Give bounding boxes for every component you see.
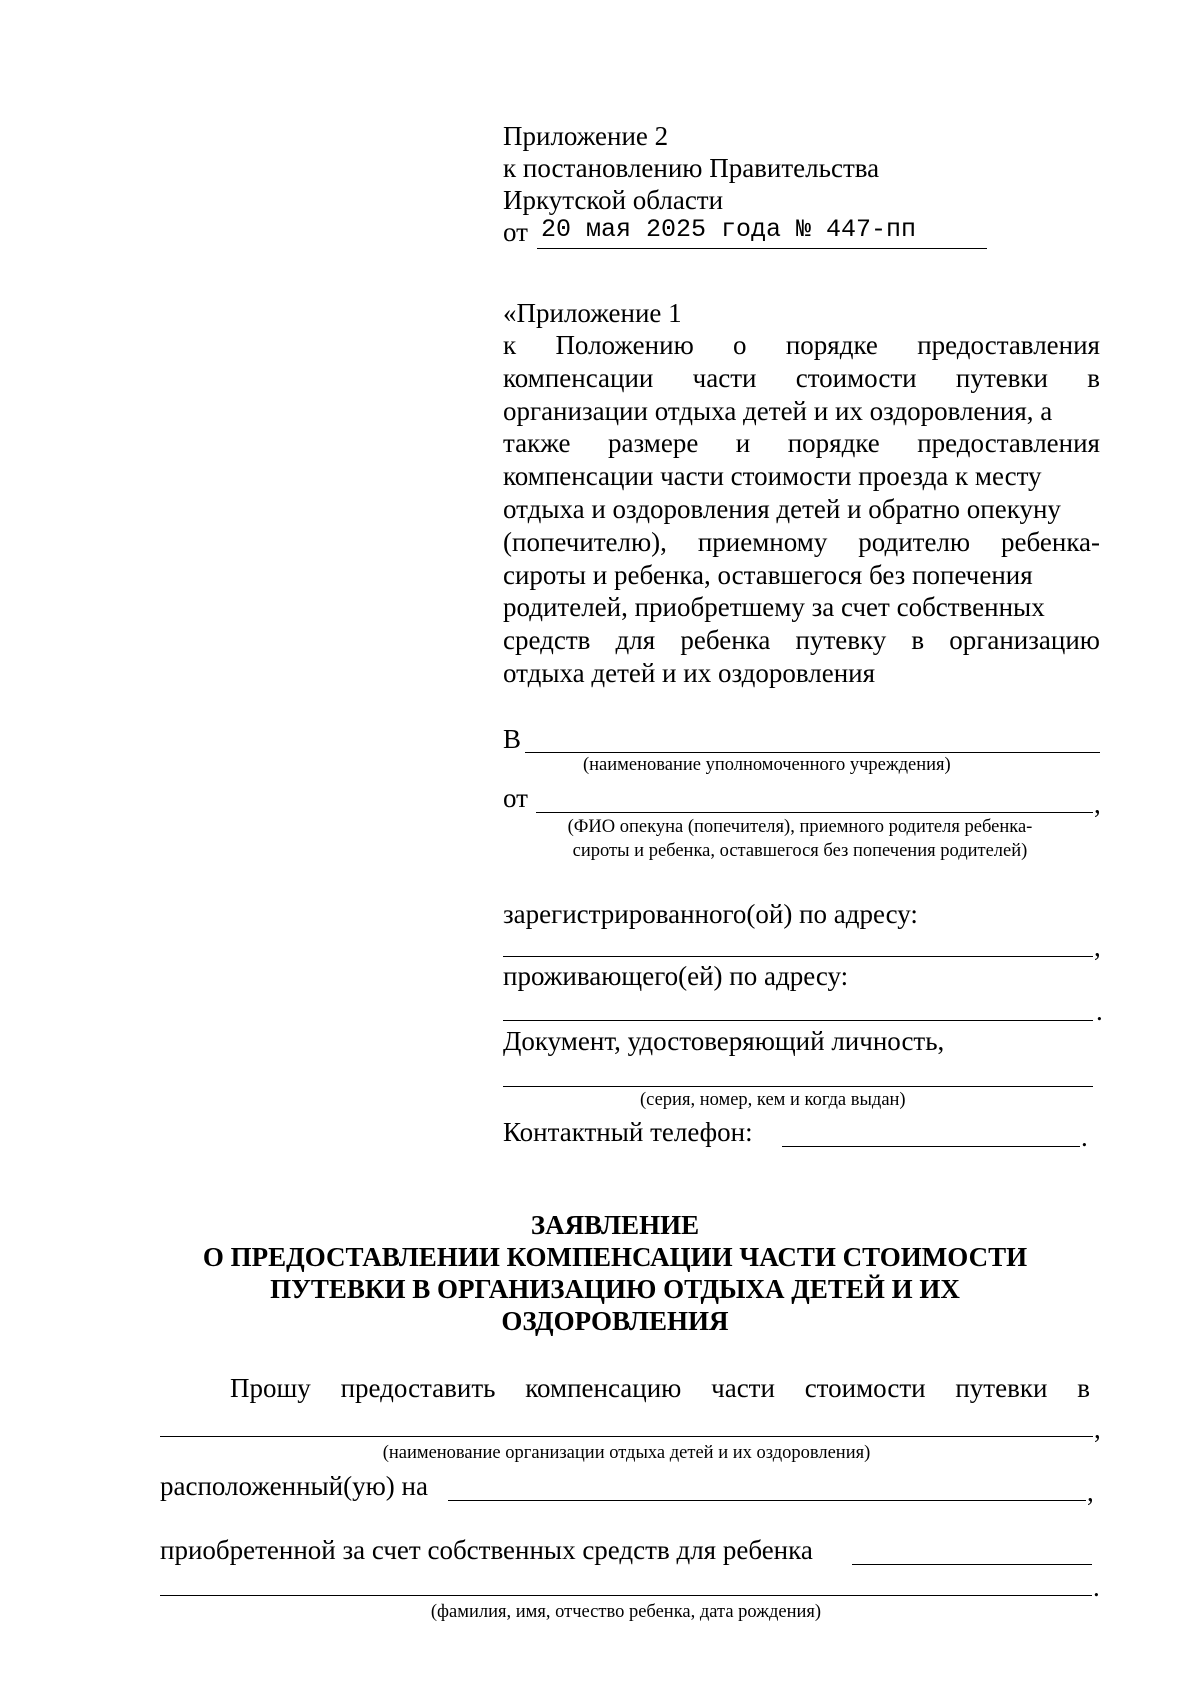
appendix-word: в — [1087, 362, 1100, 393]
appendix-word: о — [733, 330, 747, 360]
from-underline — [536, 812, 1093, 813]
organization-caption: (наименование организации отдыха детей и их оздоровления) — [382, 1443, 871, 1463]
appendix-line — [503, 526, 1100, 558]
request-word: Прошу — [230, 1373, 311, 1403]
appendix-word: к — [503, 330, 517, 360]
request-word: путевки — [955, 1373, 1048, 1403]
organization-comma: , — [1094, 1414, 1101, 1444]
appendix-line — [503, 624, 1100, 656]
appendix-word: также — [503, 428, 571, 459]
from-label: от — [503, 783, 528, 813]
appendix-first-line: «Приложение 1 — [503, 298, 682, 328]
id-document-underline — [503, 1086, 1093, 1087]
phone-underline — [782, 1146, 1080, 1147]
appendix-line — [503, 362, 1100, 394]
to-label: В — [503, 724, 522, 754]
appendix-last-line: отдыха детей и их оздоровления — [503, 658, 876, 688]
header-resolution-line: к постановлению Правительства — [503, 153, 880, 183]
appendix-word: приемному — [697, 526, 828, 557]
appendix-word: стоимости — [795, 362, 917, 393]
title-line3: ПУТЕВКИ В ОРГАНИЗАЦИЮ ОТДЫХА ДЕТЕЙ И ИХ — [270, 1274, 960, 1304]
request-word: компенсацию — [525, 1373, 682, 1403]
from-comma: , — [1094, 789, 1101, 819]
residing-period: . — [1096, 996, 1103, 1026]
appendix-word: порядке — [785, 330, 878, 360]
appendix-word: порядке — [787, 428, 880, 459]
appendix-line — [503, 329, 1100, 361]
appendix-word: родителей, приобретшему за счет собственных — [503, 592, 1045, 623]
organization-underline — [160, 1436, 1093, 1437]
id-document-label: Документ, удостоверяющий личность, — [503, 1026, 945, 1056]
appendix-word: организации отдыха детей и их оздоровления, а — [503, 395, 1053, 426]
appendix-line — [503, 427, 1100, 459]
to-caption: (наименование уполномоченного учреждения) — [583, 755, 951, 775]
registered-address-label: зарегистрированного(ой) по адресу: — [503, 899, 918, 929]
appendix-word: путевку — [795, 625, 887, 656]
purchased-underline — [852, 1564, 1092, 1565]
appendix-word: средств — [503, 625, 591, 656]
request-text-line — [230, 1372, 1090, 1404]
appendix-line — [503, 493, 1100, 525]
appendix-word: в — [911, 625, 925, 656]
appendix-word: путевки — [955, 362, 1048, 393]
header-date-value: 20 мая 2025 года № 447-пп — [541, 215, 917, 244]
child-period: . — [1093, 1572, 1100, 1602]
appendix-word: организацию — [949, 625, 1100, 656]
header-appendix-number: Приложение 2 — [503, 121, 669, 151]
appendix-word: Положению — [555, 330, 694, 360]
request-word: в — [1077, 1373, 1090, 1403]
child-caption: (фамилия, имя, отчество ребенка, дата рождения) — [430, 1602, 822, 1622]
request-word: предоставить — [340, 1373, 496, 1403]
appendix-word: родителю — [858, 526, 971, 557]
residing-address-underline — [503, 1020, 1093, 1021]
appendix-word: размере — [607, 428, 699, 459]
phone-label: Контактный телефон: — [503, 1117, 753, 1147]
located-underline — [448, 1500, 1086, 1501]
title-line1: ЗАЯВЛЕНИЕ — [530, 1210, 700, 1240]
phone-period: . — [1081, 1122, 1088, 1152]
appendix-word: части — [692, 362, 757, 393]
request-word: стоимости — [804, 1373, 926, 1403]
appendix-line — [503, 395, 1100, 427]
title-line2: О ПРЕДОСТАВЛЕНИИ КОМПЕНСАЦИИ ЧАСТИ СТОИМОСТИ — [202, 1242, 1028, 1272]
appendix-word: (попечителю), — [503, 526, 667, 557]
registered-comma: , — [1094, 932, 1101, 962]
appendix-word: для — [615, 625, 656, 656]
appendix-word: предоставления — [917, 428, 1100, 459]
located-label: расположенный(ую) на — [160, 1471, 428, 1501]
appendix-word: сироты и ребенка, оставшегося без попечения — [503, 559, 1033, 590]
registered-address-underline — [503, 956, 1093, 957]
title-line4: ОЗДОРОВЛЕНИЯ — [501, 1306, 729, 1336]
header-date-prefix: от — [503, 217, 528, 247]
header-region-line: Иркутской области — [503, 185, 724, 215]
located-comma: , — [1087, 1477, 1094, 1507]
child-underline — [160, 1595, 1092, 1596]
appendix-word: ребенка — [680, 625, 771, 656]
request-word: части — [711, 1373, 775, 1403]
from-caption-line2: сироты и ребенка, оставшегося без попечения родителей) — [572, 841, 1028, 861]
appendix-line — [503, 460, 1100, 492]
from-caption-line1: (ФИО опекуна (попечителя), приемного родителя ребенка- — [567, 817, 1033, 837]
appendix-word: предоставления — [917, 330, 1100, 360]
id-document-caption: (серия, номер, кем и когда выдан) — [640, 1090, 906, 1110]
appendix-word: компенсации — [503, 362, 654, 393]
appendix-word: компенсации части стоимости проезда к месту — [503, 461, 1042, 492]
purchased-for-child-label: приобретенной за счет собственных средств для ребенка — [160, 1535, 813, 1565]
appendix-line — [503, 591, 1100, 623]
appendix-word: отдыха и оздоровления детей и обратно опекуну — [503, 494, 1061, 524]
residing-address-label: проживающего(ей) по адресу: — [503, 961, 849, 991]
header-date-underline — [537, 248, 987, 249]
appendix-line — [503, 559, 1100, 591]
appendix-word: и — [735, 428, 751, 459]
appendix-word: ребенка- — [1001, 526, 1100, 557]
